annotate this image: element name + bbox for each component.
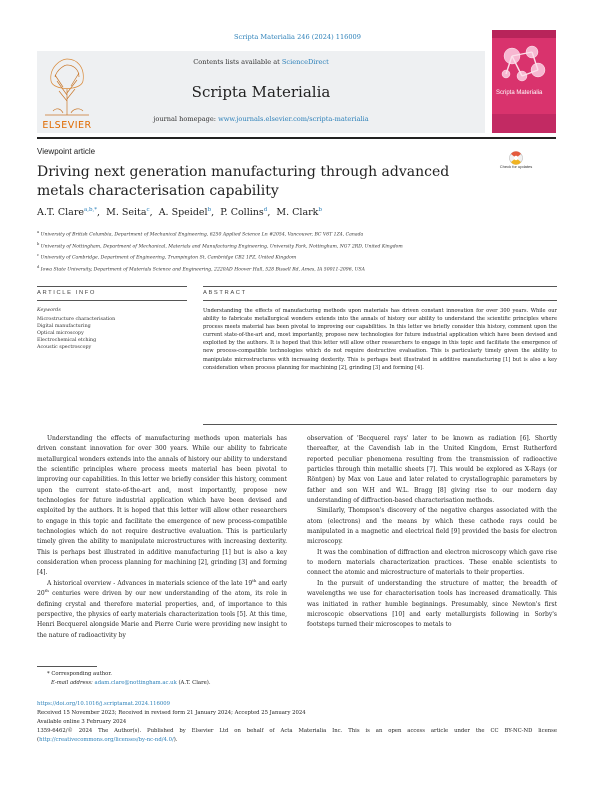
superscript: th (44, 588, 49, 594)
superscript: th (252, 577, 257, 583)
author-affiliation-marker[interactable]: d (263, 207, 268, 213)
homepage-link[interactable]: www.journals.elsevier.com/scripta-materialia (218, 115, 369, 123)
author-affiliation-marker[interactable]: a,b,* (84, 207, 98, 213)
body-paragraph (37, 579, 287, 641)
footnote-rule (37, 666, 97, 667)
affiliation-text: University of British Columbia, Department of Mechanical Engineering, 6250 Applied Science Ln #2054, Vancouver, BC V6T 1Z4, Canada (40, 232, 364, 238)
paragraph-text: and early 20 (37, 579, 287, 598)
abstract-bottom-rule (203, 424, 557, 425)
license-statement (37, 727, 557, 745)
article-type-label: Viewpoint article (37, 147, 96, 156)
journal-homepage-line (37, 115, 485, 123)
elsevier-wordmark: ELSEVIER (42, 120, 92, 131)
author-affiliation-marker[interactable]: b (207, 207, 212, 213)
body-paragraph: It was the combination of diffraction and electron microscopy which gave rise to modern materials characterization practices. These enable scientists to connect the atomic and microstructure of materials to their properties. (307, 548, 557, 577)
affiliation-label: d (37, 264, 40, 269)
paragraph-text: centuries were driven by our new understanding of the atom, its role in defining crystal and therefore material properties, and, of importance to this perspective, the physics of early materials characterization tools [5]. At this time, Henri Becquerel alongside Marie and Pierre Curie were providing new insight to the nature of radioactivity by (37, 590, 287, 639)
email-suffix: (A.T. Clare). (176, 680, 211, 687)
keyword-item: Optical microscopy (37, 331, 84, 337)
body-right-column (307, 434, 557, 631)
affiliation-item (37, 228, 557, 240)
abstract-mid-rule (203, 300, 557, 301)
keyword-item: Electrochemical etching (37, 338, 97, 344)
affiliation-item (37, 251, 557, 263)
affiliation-label: a (37, 230, 40, 234)
journal-title: Scripta Materialia (191, 83, 331, 101)
affiliation-text: University of Nottingham, Department of Mechanical, Materials and Manufacturing Engineering, University Park, Nottingham, NG7 2RD, United Kingdom (40, 244, 403, 250)
doi-link[interactable]: https://doi.org/10.1016/j.scriptamat.2024.116009 (37, 701, 170, 707)
author-list: A.T. Clare$^{a,b,*}$, M. Seita$^c$, A. Speidel$^b$, P. Collins$^d$, M. Clark$^b$ (37, 207, 322, 219)
abstract-top-rule (203, 286, 557, 287)
author-email-link[interactable]: adam.clare@nottingham.ac.uk (94, 680, 177, 687)
author-name: A. Speidel (158, 207, 208, 219)
received-dates: Received 15 November 2023; Received in revised form 21 January 2024; Accepted 25 January 2024 (37, 710, 306, 717)
contents-prefix: Contents lists available at (193, 58, 282, 66)
journal-reference-link[interactable]: Scripta Materialia 246 (2024) 116009 (234, 33, 361, 41)
body-paragraph: Understanding the effects of manufacturing methods upon materials has driven constant innovation for over 300 years. While our ability to fabricate metallurgical wonders extends into the annals of history our ability to understand the scientific principles where process meets material has been pivotal to improving our capabilities. In this letter we briefly consider this history, comment upon the current state-of-the-art and, most importantly, propose new technologies for future industrial application which have been devised and exploited by the authors. It is hoped that this letter will allow other researchers to engage in this topic and facilitate the emergence of new process-compatible technologies which do not require destructive evaluation. This is particularly timely given the ability to manipulate microstructures with increasing dexterity. This is perhaps best illustrated in additive manufacturing [1] but is also a key consideration when process planning for machining [2], grinding [3] and forming [4]. (37, 435, 287, 577)
article-info-top-rule (37, 286, 187, 287)
keyword-item: Digital manufacturing (37, 324, 91, 330)
header-divider (37, 137, 556, 139)
author-name: P. Collins (220, 207, 264, 219)
author-affiliation-marker[interactable]: b (318, 207, 322, 213)
author-affiliation-marker[interactable]: c (146, 207, 150, 213)
author-name: M. Clark (276, 207, 319, 219)
sciencedirect-link[interactable]: ScienceDirect (281, 58, 329, 66)
email-line (37, 679, 337, 688)
keyword-item: Microstructure characterisation (37, 317, 116, 322)
author-name: A.T. Clare (37, 207, 84, 219)
corresponding-author-label: * Corresponding author. (47, 671, 112, 677)
keywords-list (37, 316, 115, 351)
license-link[interactable]: http://creativecommons.org/licenses/by-nc-nd/4.0/ (39, 737, 174, 744)
author-name: M. Seita (106, 207, 147, 219)
article-info-heading: ARTICLE INFO (37, 290, 97, 296)
affiliation-item (37, 263, 557, 275)
license-text: 1359-6462/© 2024 The Author(s). Published by Elsevier Ltd on behalf of Acta Materialia Inc. This is an open access article under the CC BY-NC-ND license ( (37, 728, 557, 744)
body-left-column (37, 434, 287, 641)
journal-cover-image (492, 30, 556, 133)
available-online-date: Available online 3 February 2024 (37, 719, 127, 726)
affiliation-text: Iowa State University, Department of Materials Science and Engineering, 2220AD Hoover Hall, 528 Bissell Rd, Ames, IA 50011-2096, USA (40, 267, 365, 273)
abstract-text: Understanding the effects of manufacturing methods upon materials has driven constant innovation for over 300 years. While our ability to fabricate metallurgical wonders extends into the annals of history our ability to understand the scientific principles where process meets material has been pivotal to improving our capabilities. In this letter we briefly consider this history, comment upon the current state-of-the-art and, most importantly, propose new technologies for future industrial application which have been devised and exploited by the authors. It is hoped that this letter will allow other researchers to engage in this topic and facilitate the emergence of new process-compatible technologies which do not require destructive evaluation. This is particularly timely given the ability to manipulate microstructures with increasing dexterity. This is perhaps best illustrated in additive manufacturing [1] but is also a key consideration when process planning for machining [2], grinding [3] and forming [4]. (203, 308, 557, 371)
cover-title-text: Scripta Materialia (496, 90, 543, 96)
email-label: E-mail address: (51, 680, 95, 687)
license-text-end: ). (173, 737, 178, 744)
article-title: Driving next generation manufacturing through advanced metals characterisation capability (37, 164, 450, 199)
body-paragraph: In the pursuit of understanding the structure of matter, the breadth of wavelengths we use for characterisation tools has increased dramatically. This was initiated in rather humble beginnings. Presumably, since Newton's first microscopic observations [10] and early metallurgists following in Sorby's footsteps turned their microscopes to metals to (307, 579, 557, 629)
keyword-item: Acoustic spectroscopy (37, 345, 92, 351)
corresponding-author-footnote (37, 670, 337, 688)
affiliation-label: c (37, 253, 40, 258)
contents-available-line (37, 58, 485, 66)
affiliation-item (37, 240, 557, 252)
check-for-updates-label[interactable]: Check for updates (499, 164, 533, 169)
article-info-bottom-rule (37, 300, 187, 301)
body-paragraph: Similarly, Thompson's discovery of the negative charges associated with the atom (electrons) and the means by which these cathode rays could be manipulated in a magnetic and electrical field [9] provided the basis for electron microscopy. (307, 507, 557, 546)
abstract-heading: ABSTRACT (203, 290, 247, 296)
article-metadata (37, 700, 557, 745)
paragraph-text: A historical overview - Advances in materials science of the late 19 (47, 579, 253, 587)
affiliations-list (37, 228, 557, 275)
affiliation-label: b (37, 241, 40, 246)
homepage-prefix: journal homepage: (153, 115, 219, 123)
body-paragraph: observation of 'Becquerel rays' later to be known as radiation [6]. Shortly thereafter, at the Cavendish lab in the United Kingdom, Ernst Rutherford reported peculiar phenomena resulting from the transmission of radioactive particles through thin metallic sheets [7]. This would be explored as X-Rays (or Röntgen) by Max von Laue and later related to crystallographic parameters by father and son W.H and W.L. Bragg [8] giving rise to our modern day understanding of diffraction-based characterisation methods. (307, 435, 557, 505)
keywords-heading: Keywords (37, 308, 61, 313)
affiliation-text: University of Cambridge, Department of Engineering, Trumpington St, Cambridge CB2 1PZ, United Kingdom (40, 255, 297, 261)
